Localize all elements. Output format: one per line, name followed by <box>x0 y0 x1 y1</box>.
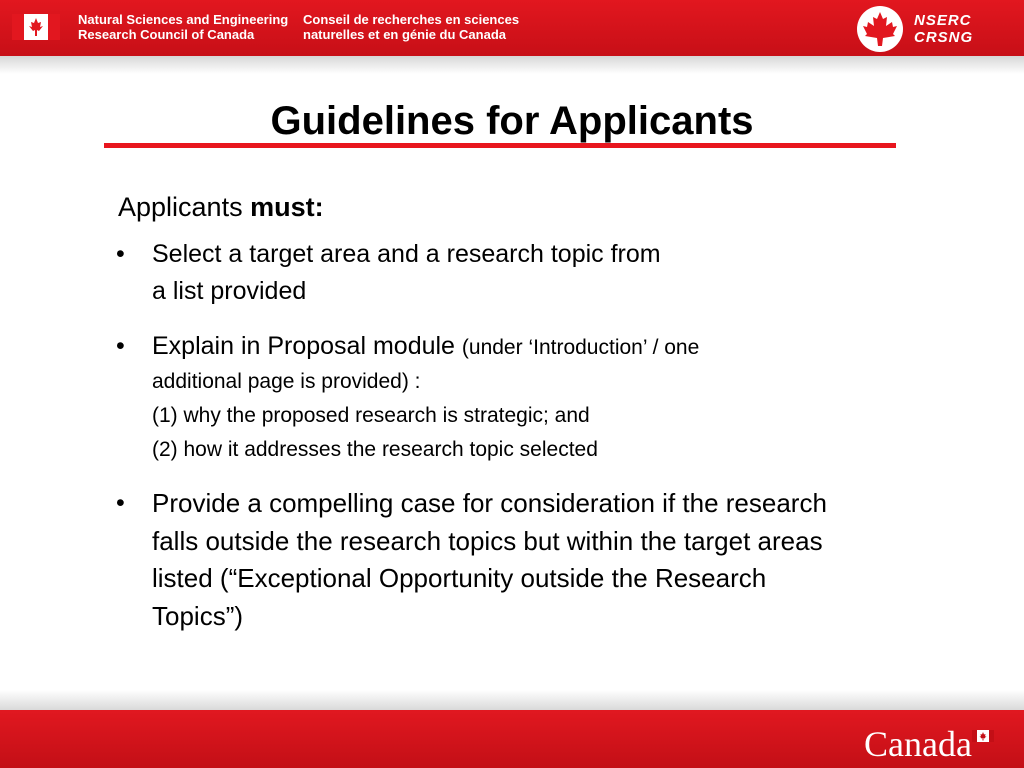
agency-en-line-1: Natural Sciences and Engineering <box>78 12 289 27</box>
intro-emphasis: must: <box>250 192 324 222</box>
nserc-logo-line-2: CRSNG <box>914 29 974 46</box>
bullet-item-explain-proposal <box>112 328 982 467</box>
nserc-logo-line-1: NSERC <box>914 12 972 29</box>
agency-fr-line-2: naturelles et en génie du Canada <box>303 27 506 42</box>
bullet-3-line-2: falls outside the research topics but within the target areas <box>152 525 823 556</box>
canada-wordmark: Canada <box>864 724 972 764</box>
nserc-logo-text <box>914 12 973 46</box>
header-bar <box>0 0 1024 56</box>
agency-name-english <box>78 12 288 42</box>
bullet-3-line-4: Topics”) <box>152 600 244 631</box>
bullet-marker: • <box>116 489 125 517</box>
bullet-2-main: Explain in Proposal module <box>152 332 462 360</box>
canada-wordmark-flag-icon <box>972 730 994 742</box>
bullet-item-compelling-case <box>112 485 982 635</box>
nserc-maple-leaf-icon <box>856 5 904 53</box>
bullet-2-first-line <box>152 328 982 365</box>
bullet-1-line-2: a list provided <box>152 277 307 305</box>
bullet-marker: • <box>116 332 125 360</box>
canada-flag-icon <box>12 14 60 40</box>
bullet-marker: • <box>116 240 125 268</box>
agency-en-line-2: Research Council of Canada <box>78 27 255 42</box>
intro-line <box>118 190 324 224</box>
header-shadow <box>0 56 1024 74</box>
bullet-3-line-1: Provide a compelling case for consideration if the research <box>152 488 827 518</box>
agency-name-french <box>303 12 519 42</box>
bullet-1-line-1: Select a target area and a research topic from <box>152 240 661 268</box>
bullet-2-line-4: (2) how it addresses the research topic selected <box>152 438 598 461</box>
title-underline <box>104 143 896 148</box>
bullet-list <box>112 236 982 635</box>
footer-shadow <box>0 690 1024 710</box>
bullet-2-note: (under ‘Introduction’ / one <box>461 336 700 359</box>
bullet-2-line-3: (1) why the proposed research is strategic; and <box>152 404 590 427</box>
slide-title: Guidelines for Applicants <box>270 99 754 143</box>
agency-fr-line-1: Conseil de recherches en sciences <box>303 12 520 27</box>
bullet-2-line-2: additional page is provided) : <box>152 370 421 393</box>
bullet-item-select-topic <box>112 236 982 310</box>
intro-text: Applicants <box>118 192 251 222</box>
bullet-3-line-3: listed (“Exceptional Opportunity outside the Research <box>152 563 767 593</box>
